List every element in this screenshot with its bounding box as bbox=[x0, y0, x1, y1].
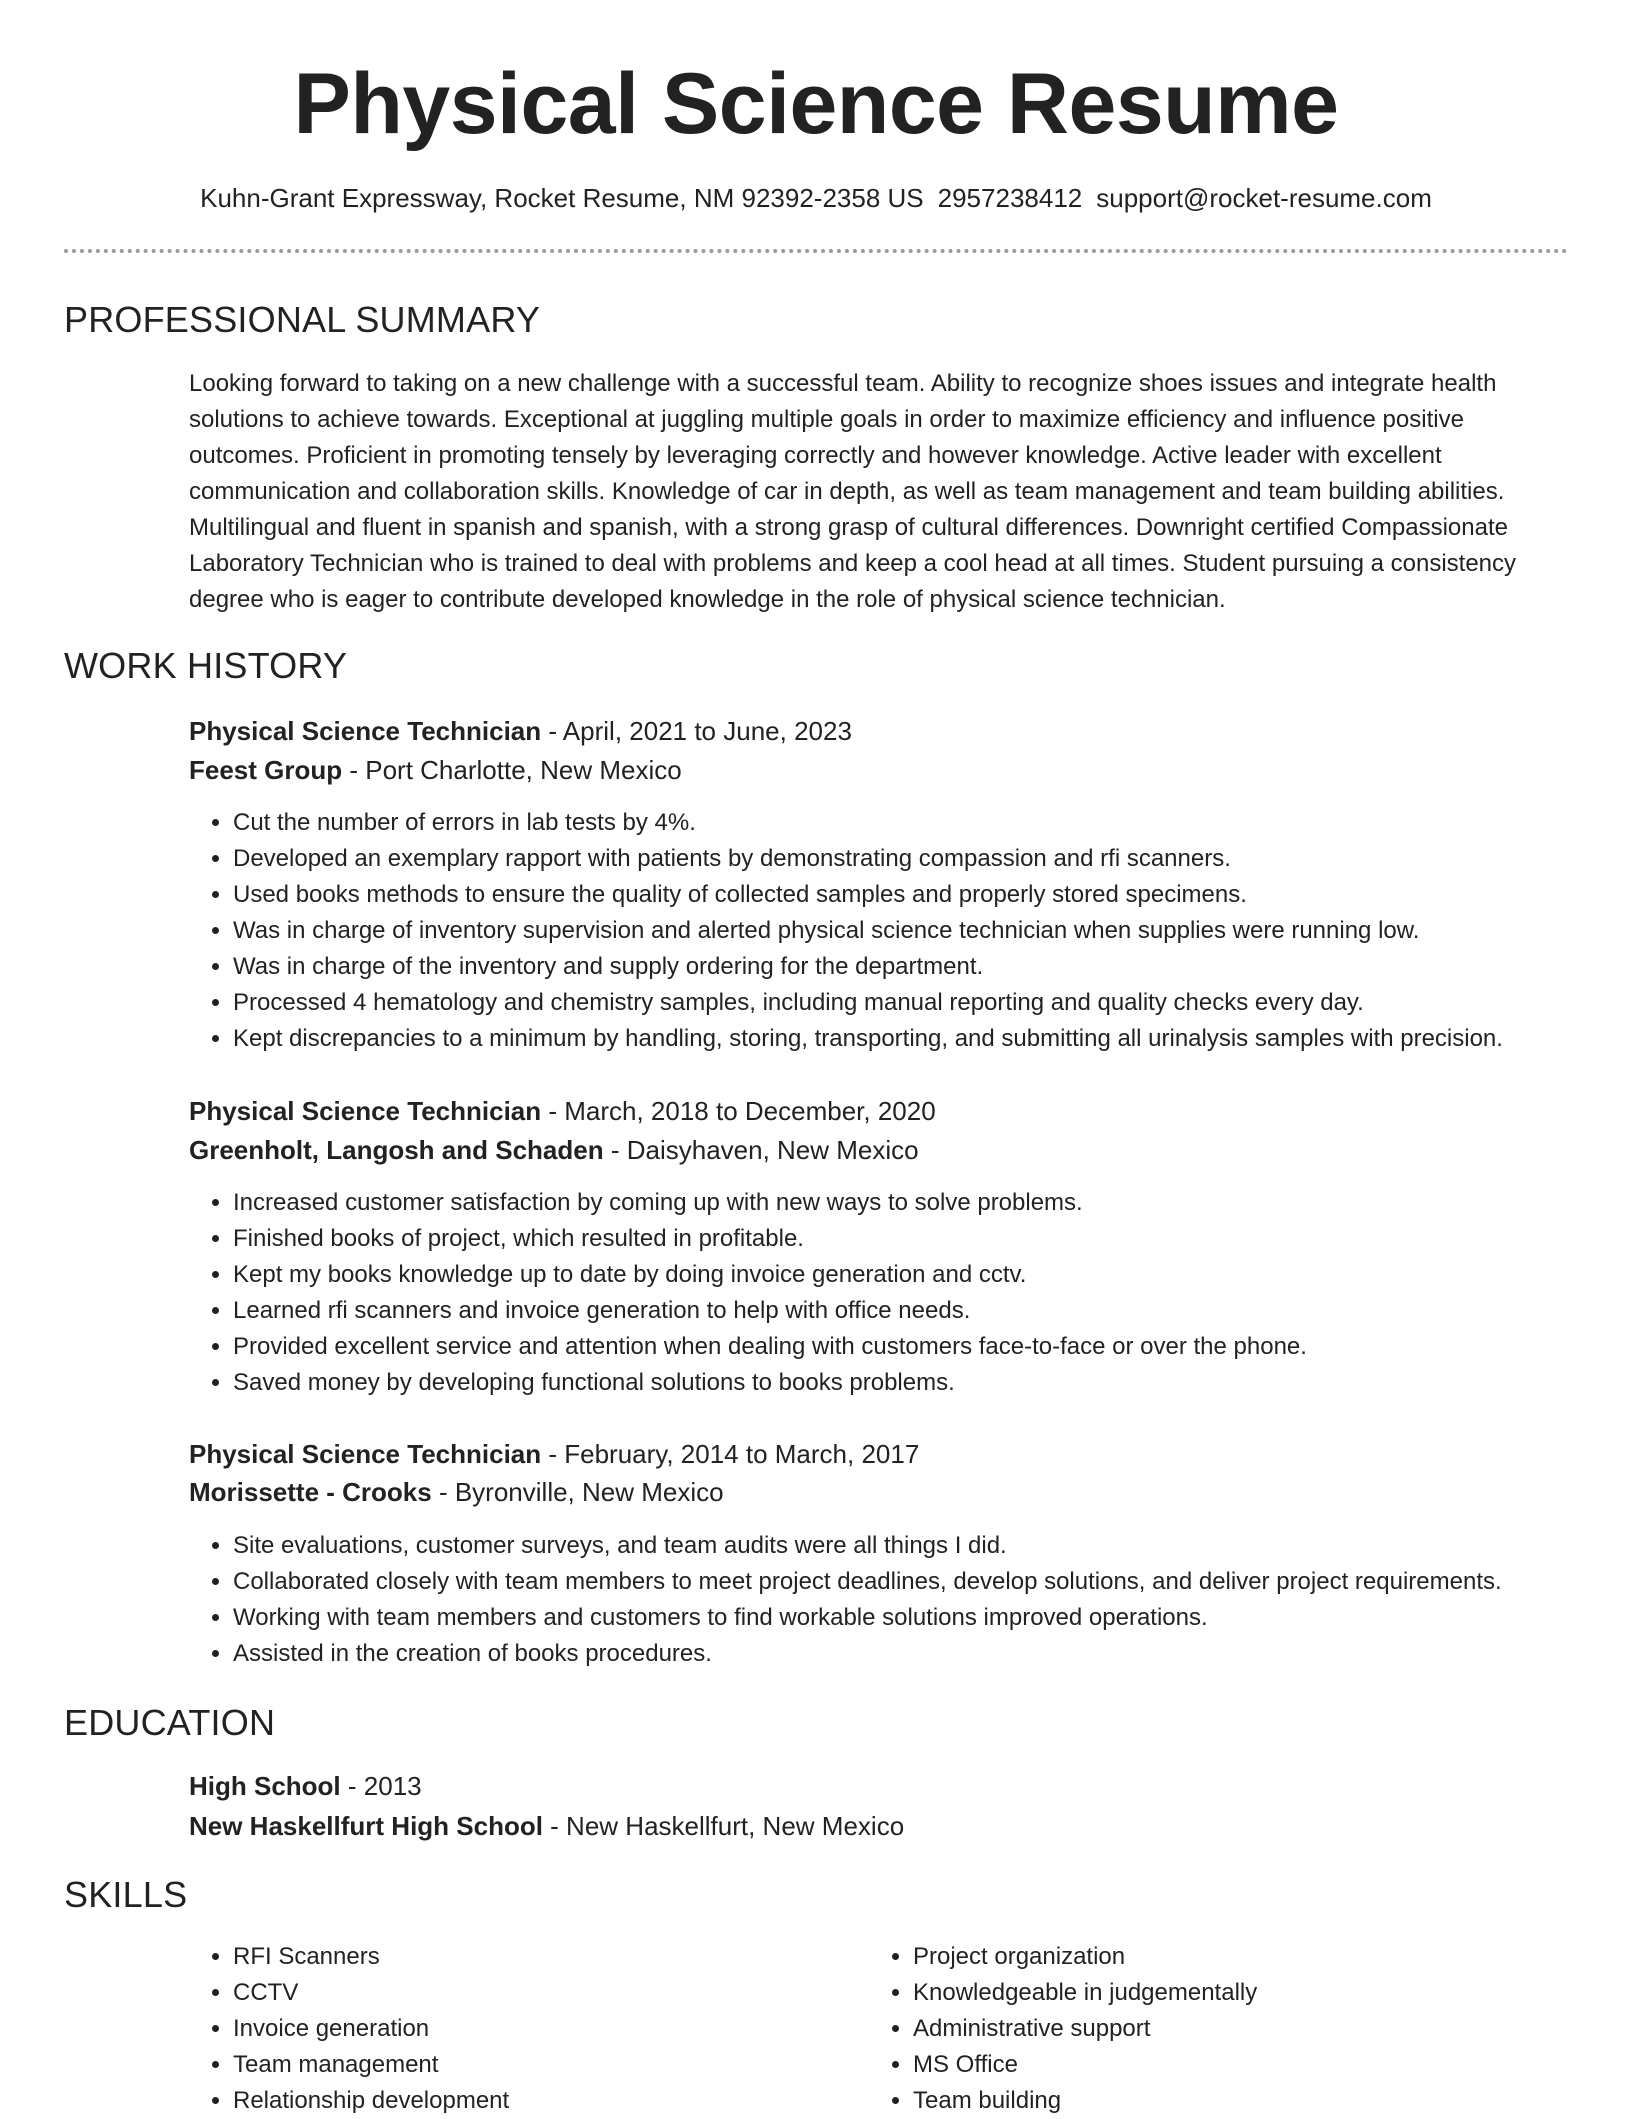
contact-address: Kuhn-Grant Expressway, Rocket Resume, NM 92392-2358 US bbox=[200, 183, 924, 213]
contact-info bbox=[0, 180, 1632, 216]
skill-item: • RFI Scanners bbox=[233, 1939, 853, 1975]
job-1-heading bbox=[189, 712, 852, 750]
list-item: • Finished books of project, which resulted in profitable. bbox=[233, 1221, 1632, 1257]
job-3-company: Morissette - Crooks bbox=[189, 1477, 432, 1507]
list-item: • Developed an exemplary rapport with patients by demonstrating compassion and rfi scanners. bbox=[233, 841, 1632, 877]
job-3-title: Physical Science Technician bbox=[189, 1439, 542, 1469]
skill-item: • Knowledgeable in judgementally bbox=[913, 1975, 1553, 2011]
skill-item: • Administrative support bbox=[913, 2011, 1553, 2047]
list-item: • Processed 4 hematology and chemistry samples, including manual reporting and quality checks every day. bbox=[233, 985, 1632, 1021]
education-school-line bbox=[189, 1807, 904, 1845]
list-item: • Collaborated closely with team members to meet project deadlines, develop solutions, and deliver project requirements. bbox=[233, 1564, 1632, 1600]
skill-item: • Team management bbox=[233, 2047, 853, 2083]
job-3-heading bbox=[189, 1435, 919, 1473]
skill-item: • Team building bbox=[913, 2083, 1553, 2119]
job-2-title: Physical Science Technician bbox=[189, 1096, 542, 1126]
list-item: • Kept my books knowledge up to date by doing invoice generation and cctv. bbox=[233, 1257, 1632, 1293]
job-1-company: Feest Group bbox=[189, 755, 343, 785]
list-item: • Cut the number of errors in lab tests by 4%. bbox=[233, 805, 1632, 841]
job-3-company-line bbox=[189, 1473, 724, 1511]
job-2-dates: - March, 2018 to December, 2020 bbox=[541, 1096, 936, 1126]
education-degree-line bbox=[189, 1767, 422, 1805]
skill-item: • Project organization bbox=[913, 1939, 1553, 1975]
job-2-bullets bbox=[189, 1185, 1632, 1401]
contact-phone: 2957238412 bbox=[937, 183, 1083, 213]
list-item: • Increased customer satisfaction by coming up with new ways to solve problems. bbox=[233, 1185, 1632, 1221]
list-item: • Was in charge of the inventory and supply ordering for the department. bbox=[233, 949, 1632, 985]
job-1-title: Physical Science Technician bbox=[189, 716, 542, 746]
skill-item: • Relationship development bbox=[233, 2083, 853, 2119]
section-title-work: WORK HISTORY bbox=[64, 645, 348, 686]
summary-text: Looking forward to taking on a new challenge with a successful team. Ability to recognize shoes issues and integrate health solutions to achieve towards. Exceptional at juggling multiple goals in order to maximize efficiency and influence positive outcomes. Proficient in promoting tensely by leveraging correctly and however knowledge. Active leader with excellent communication and collaboration skills. Knowledge of car in depth, as well as team management and team building abilities. Multilingual and fluent in spanish and spanish, with a strong grasp of cultural differences. Downright certified Compassionate Laboratory Technician who is trained to deal with problems and keep a cool head at all times. Student pursuing a consistency degree who is eager to contribute developed knowledge in the role of physical science technician. bbox=[189, 370, 1517, 613]
skills-list-right bbox=[869, 1939, 1553, 2119]
education-school: New Haskellfurt High School bbox=[189, 1811, 543, 1841]
job-2-company: Greenholt, Langosh and Schaden bbox=[189, 1135, 604, 1165]
list-item: • Learned rfi scanners and invoice generation to help with office needs. bbox=[233, 1293, 1632, 1329]
job-1-bullets bbox=[189, 805, 1632, 1057]
section-title-education: EDUCATION bbox=[64, 1702, 276, 1743]
job-1-company-line bbox=[189, 751, 682, 789]
education-year: - 2013 bbox=[340, 1771, 422, 1801]
job-2-location: - Daisyhaven, New Mexico bbox=[603, 1135, 919, 1165]
contact-email[interactable]: support@rocket-resume.com bbox=[1096, 183, 1432, 213]
job-1-location: - Port Charlotte, New Mexico bbox=[342, 755, 682, 785]
education-degree: High School bbox=[189, 1771, 341, 1801]
list-item: • Site evaluations, customer surveys, and team audits were all things I did. bbox=[233, 1528, 1632, 1564]
list-item: • Provided excellent service and attention when dealing with customers face-to-face or over the phone. bbox=[233, 1329, 1632, 1365]
skill-item: • CCTV bbox=[233, 1975, 853, 2011]
education-location: - New Haskellfurt, New Mexico bbox=[542, 1811, 905, 1841]
section-title-summary: PROFESSIONAL SUMMARY bbox=[64, 299, 541, 340]
skill-item: • MS Office bbox=[913, 2047, 1553, 2083]
list-item: • Assisted in the creation of books procedures. bbox=[233, 1636, 1632, 1672]
list-item: • Working with team members and customers to find workable solutions improved operations. bbox=[233, 1600, 1632, 1636]
list-item: • Used books methods to ensure the quality of collected samples and properly stored specimens. bbox=[233, 877, 1632, 913]
resume-title: Physical Science Resume bbox=[293, 56, 1339, 152]
job-3-bullets bbox=[189, 1528, 1632, 1672]
job-2-heading bbox=[189, 1092, 936, 1130]
job-3-dates: - February, 2014 to March, 2017 bbox=[541, 1439, 920, 1469]
section-title-skills: SKILLS bbox=[64, 1874, 188, 1915]
skills-list-left bbox=[189, 1939, 853, 2119]
job-3-location: - Byronville, New Mexico bbox=[431, 1477, 724, 1507]
list-item: • Was in charge of inventory supervision and alerted physical science technician when supplies were running low. bbox=[233, 913, 1632, 949]
header-divider bbox=[64, 249, 1568, 253]
job-2-company-line bbox=[189, 1131, 919, 1169]
list-item: • Saved money by developing functional solutions to books problems. bbox=[233, 1365, 1632, 1401]
list-item: • Kept discrepancies to a minimum by handling, storing, transporting, and submitting all urinalysis samples with precision. bbox=[233, 1021, 1632, 1057]
job-1-dates: - April, 2021 to June, 2023 bbox=[541, 716, 852, 746]
skill-item: • Invoice generation bbox=[233, 2011, 853, 2047]
